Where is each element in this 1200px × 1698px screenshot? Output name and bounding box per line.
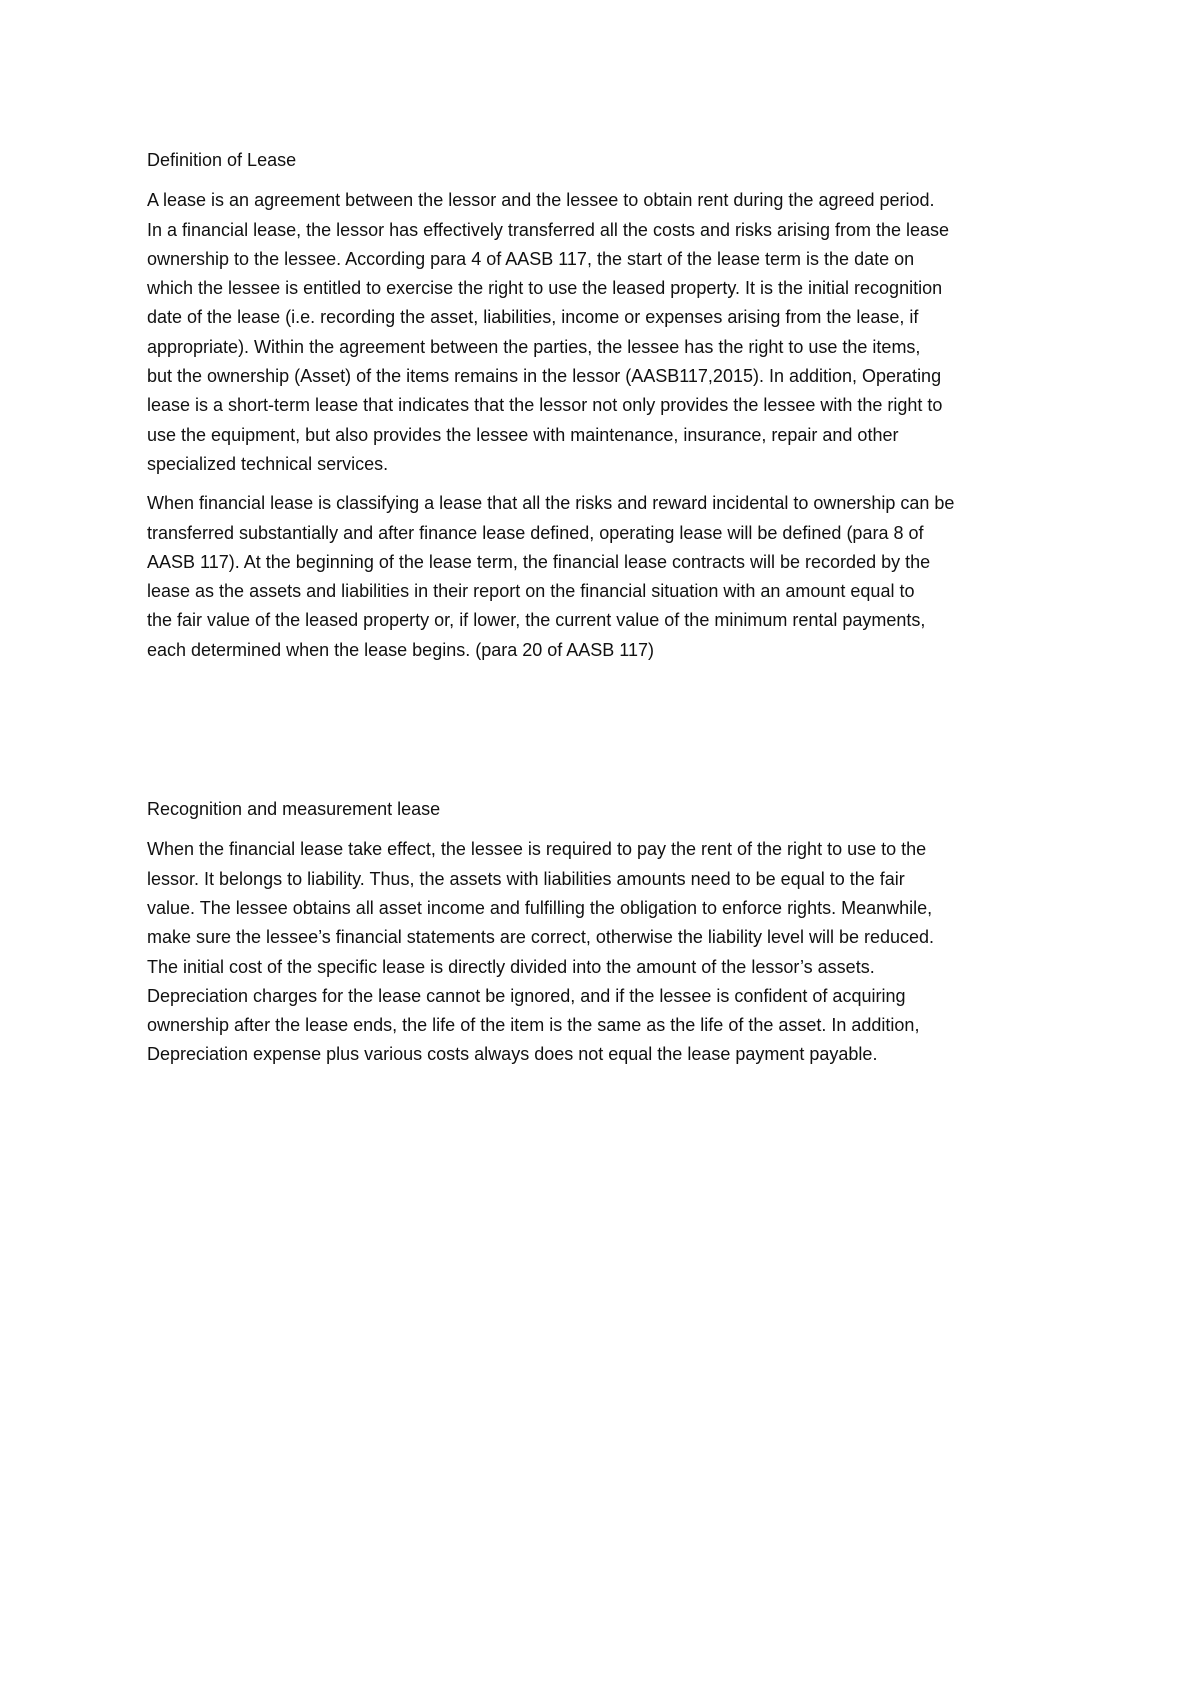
spacer bbox=[147, 175, 1062, 186]
text-line: AASB 117). At the beginning of the lease term, the financial lease contracts will be recorded by the bbox=[147, 551, 931, 572]
text-line: make sure the lessee’s financial statements are correct, otherwise the liability level will be reduced. bbox=[147, 927, 935, 948]
text-line: ownership to the lessee. According para 4 of AASB 117, the start of the lease term is the date on bbox=[147, 248, 915, 269]
text-line: Depreciation charges for the lease cannot be ignored, and if the lessee is confident of acquiring bbox=[147, 985, 906, 1006]
text-line: appropriate). Within the agreement between the parties, the lessee has the right to use the items, bbox=[147, 336, 921, 357]
text-line: lessor. It belongs to liability. Thus, the assets with liabilities amounts need to be equal to the fair bbox=[147, 868, 905, 889]
text-line: When financial lease is classifying a lease that all the risks and reward incidental to ownership can be bbox=[147, 493, 955, 514]
section-heading-recognition: Recognition and measurement lease bbox=[147, 799, 441, 820]
text-line: date of the lease (i.e. recording the asset, liabilities, income or expenses arising from the lease, if bbox=[147, 307, 919, 328]
text-line: lease as the assets and liabilities in their report on the financial situation with an amount equal to bbox=[147, 581, 915, 602]
text-line: the fair value of the leased property or, if lower, the current value of the minimum rental payments, bbox=[147, 610, 926, 631]
section-spacer bbox=[147, 665, 1062, 795]
text-line: specialized technical services. bbox=[147, 453, 389, 474]
text-line: Depreciation expense plus various costs always does not equal the lease payment payable. bbox=[147, 1044, 878, 1065]
spacer bbox=[147, 824, 1062, 835]
text-line: When the financial lease take effect, the lessee is required to pay the rent of the right to use to the bbox=[147, 839, 927, 860]
text-line: A lease is an agreement between the lessor and the lessee to obtain rent during the agreed period. bbox=[147, 190, 935, 211]
text-line: ownership after the lease ends, the life of the item is the same as the life of the asset. In addition, bbox=[147, 1015, 920, 1036]
text-line: value. The lessee obtains all asset income and fulfilling the obligation to enforce rights. Meanwhile, bbox=[147, 897, 933, 918]
spacer bbox=[147, 479, 1062, 489]
document-body bbox=[147, 146, 1062, 1070]
definition-paragraph-1 bbox=[147, 186, 1062, 479]
text-line: use the equipment, but also provides the lessee with maintenance, insurance, repair and other bbox=[147, 424, 899, 445]
definition-paragraph-2 bbox=[147, 489, 1062, 665]
text-line: but the ownership (Asset) of the items remains in the lessor (AASB117,2015). In addition, Operating bbox=[147, 366, 942, 387]
recognition-paragraph-1 bbox=[147, 835, 1062, 1069]
text-line: transferred substantially and after finance lease defined, operating lease will be defined (para 8 of bbox=[147, 522, 924, 543]
text-line: The initial cost of the specific lease is directly divided into the amount of the lessor’s assets. bbox=[147, 956, 875, 977]
text-line: lease is a short-term lease that indicates that the lessor not only provides the lessee with the right to bbox=[147, 395, 943, 416]
section-heading-definition: Definition of Lease bbox=[147, 150, 297, 170]
text-line: which the lessee is entitled to exercise the right to use the leased property. It is the initial recognition bbox=[147, 278, 943, 299]
text-line: each determined when the lease begins. (para 20 of AASB 117) bbox=[147, 639, 654, 660]
text-line: In a financial lease, the lessor has effectively transferred all the costs and risks arising from the lease bbox=[147, 219, 950, 240]
